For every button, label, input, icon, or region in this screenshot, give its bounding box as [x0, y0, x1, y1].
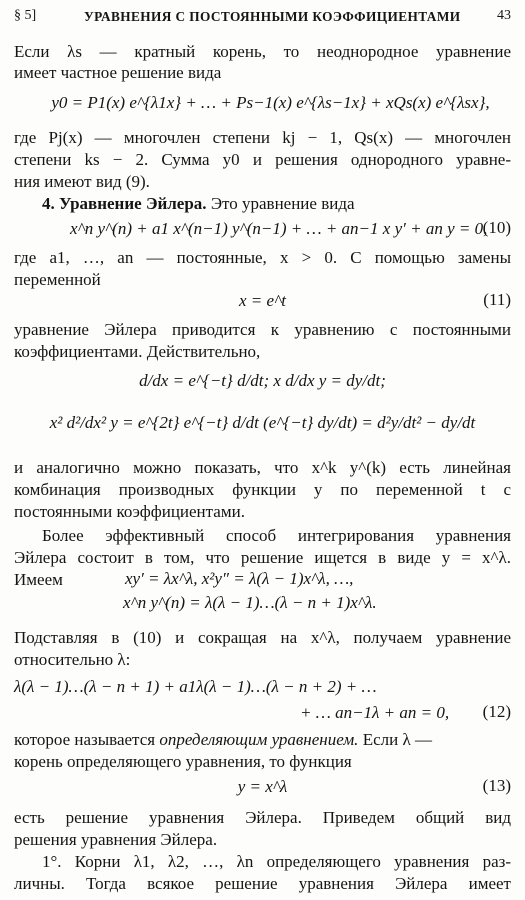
- equation-12-part-b: + … an−1λ + an = 0,: [300, 703, 450, 722]
- running-title: УРАВНЕНИЯ С ПОСТОЯННЫМИ КОЭФФИЦИЕНТАМИ: [84, 9, 461, 24]
- text-line: постоянными коэффициентами.: [14, 502, 245, 521]
- paragraph-heading-euler: [14, 194, 511, 214]
- equation-number: (10): [482, 218, 511, 237]
- equation-particular-solution: y0 = P1(x) e^{λ1x} + … + Ps−1(x) e^{λs−1x} + xQs(x) e^{λsx},: [51, 93, 490, 112]
- text-line: степени ks − 2. Сумма y0 и решения однородного уравне-: [14, 150, 511, 169]
- running-header: [14, 8, 511, 30]
- equation-number: (13): [482, 776, 511, 795]
- equation-homogeneous-2: x^n y^(n) = λ(λ − 1)…(λ − n + 1)x^λ.: [123, 593, 377, 612]
- text-line: ния имеют вид (9).: [14, 172, 150, 191]
- page-number: 43: [497, 8, 511, 23]
- text-line: где a1, …, an — постоянные, x > 0. С помощью замены: [14, 248, 511, 267]
- text-line: комбинация производных функции y по переменной t с: [14, 480, 511, 499]
- equation-12-part-a: λ(λ − 1)…(λ − n + 1) + a1λ(λ − 1)…(λ − n + 2) + …: [14, 677, 377, 696]
- section-number: § 5]: [14, 8, 37, 23]
- equation-number: (11): [483, 290, 511, 309]
- equation-number: (12): [482, 702, 511, 721]
- text-line: 1°. Корни λ1, λ2, …, λn определяющего уравнения раз-: [42, 852, 511, 871]
- text-line: решения уравнения Эйлера.: [14, 830, 218, 849]
- heading-bold: 4. Уравнение Эйлера.: [42, 194, 207, 213]
- heading-rest: Это уравнение вида: [206, 194, 355, 213]
- text-span: Если λ —: [358, 730, 432, 749]
- equation-11: x = e^t: [239, 291, 286, 310]
- text-line-definition: [14, 730, 511, 750]
- text-line: Если λs — кратный корень, то неоднородное уравнение: [14, 42, 511, 61]
- text-line: и аналогично можно показать, что x^k y^(k) есть линейная: [14, 458, 511, 477]
- text-line: Эйлера состоит в том, что решение ищется в виде y = x^λ.: [14, 548, 511, 567]
- text-line: Имеем: [14, 570, 63, 589]
- term-determining-equation: определяющим уравнением.: [159, 730, 359, 749]
- equation-13: y = x^λ: [237, 777, 288, 796]
- text-line: переменной: [14, 270, 101, 289]
- text-line: Подставляя в (10) и сокращая на x^λ, получаем уравнение: [14, 628, 511, 647]
- equation-derivative-2: x² d²/dx² y = e^{2t} e^{−t} d/dt (e^{−t} dy/dt) = d²y/dt² − dy/dt: [49, 413, 476, 432]
- text-line: Более эффективный способ интегрирования уравнения: [42, 526, 511, 545]
- text-line: уравнение Эйлера приводится к уравнению с постоянными: [14, 320, 511, 339]
- text-line: личны. Тогда всякое решение уравнения Эйлера имеет: [14, 874, 511, 893]
- equation-homogeneous-1: xy′ = λx^λ, x²y″ = λ(λ − 1)x^λ, …,: [125, 569, 354, 588]
- text-line: коэффициентами. Действительно,: [14, 342, 261, 361]
- text-line: имеет частное решение вида: [14, 63, 222, 82]
- equation-derivative-1: d/dx = e^{−t} d/dt; x d/dx y = dy/dt;: [139, 371, 386, 390]
- text-line: где Pj(x) — многочлен степени kj − 1, Qs(x) — многочлен: [14, 128, 511, 147]
- text-span: которое называется: [14, 730, 160, 749]
- text-line: относительно λ:: [14, 650, 131, 669]
- text-line: есть решение уравнения Эйлера. Приведем общий вид: [14, 808, 511, 827]
- text-line: корень определяющего уравнения, то функция: [14, 752, 352, 771]
- equation-10: x^n y^(n) + a1 x^(n−1) y^(n−1) + … + an−1 x y′ + an y = 0,: [70, 219, 488, 238]
